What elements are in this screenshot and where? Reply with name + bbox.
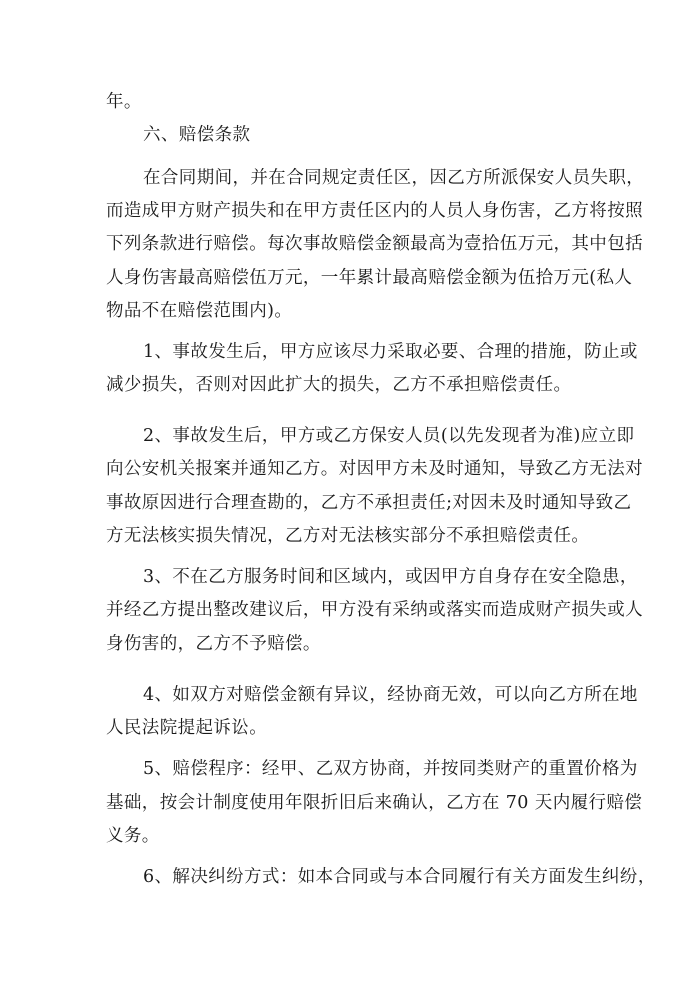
text-line bbox=[0, 711, 700, 745]
line-text: 3、不在乙方服务时间和区域内，或因甲方自身存在安全隐患， bbox=[143, 567, 638, 587]
text-line bbox=[0, 860, 700, 894]
line-text: 6、解决纠纷方式：如本合同或与本合同履行有关方面发生纠纷， bbox=[143, 867, 656, 887]
line-text: 4、如双方对赔偿金额有异议，经协商无效，可以向乙方所在地 bbox=[143, 685, 638, 705]
text-line bbox=[0, 227, 700, 261]
text-line bbox=[0, 593, 700, 627]
text-line bbox=[0, 519, 700, 553]
text-line bbox=[0, 85, 700, 119]
line-text: 六、赔偿条款 bbox=[143, 125, 251, 145]
line-text: 而造成甲方财产损失和在甲方责任区内的人员人身伤害，乙方将按照 bbox=[106, 201, 643, 221]
line-text: 物品不在赔偿范围内)。 bbox=[106, 301, 293, 321]
text-line bbox=[0, 819, 700, 853]
line-text: 人民法院提起诉讼。 bbox=[106, 718, 268, 738]
line-text: 身伤害的，乙方不予赔偿。 bbox=[106, 634, 321, 654]
line-text: 减少损失，否则对因此扩大的损失，乙方不承担赔偿责任。 bbox=[106, 375, 572, 395]
text-line bbox=[0, 194, 700, 228]
text-line bbox=[0, 335, 700, 369]
line-text: 年。 bbox=[106, 92, 142, 112]
line-text: 在合同期间，并在合同规定责任区，因乙方所派保安人员失职， bbox=[143, 168, 645, 188]
text-line bbox=[0, 752, 700, 786]
text-line bbox=[0, 161, 700, 195]
text-line bbox=[0, 627, 700, 661]
text-line bbox=[0, 786, 700, 820]
text-line bbox=[0, 678, 700, 712]
line-text: 方无法核实损失情况，乙方对无法核实部分不承担赔偿责任。 bbox=[106, 526, 590, 546]
line-text: 人身伤害最高赔偿伍万元，一年累计最高赔偿金额为伍拾万元(私人 bbox=[106, 268, 633, 288]
text-line bbox=[0, 452, 700, 486]
text-line bbox=[0, 486, 700, 520]
line-text: 基础，按会计制度使用年限折旧后来确认，乙方在 70 天内履行赔偿 bbox=[106, 793, 643, 813]
section-heading bbox=[0, 118, 700, 152]
line-text: 事故原因进行合理查勘的，乙方不承担责任;对因未及时通知导致乙 bbox=[106, 493, 632, 513]
line-text: 2、事故发生后，甲方或乙方保安人员(以先发现者为准)应立即 bbox=[143, 426, 635, 446]
text-line bbox=[0, 419, 700, 453]
text-line bbox=[0, 294, 700, 328]
text-line bbox=[0, 368, 700, 402]
text-line bbox=[0, 560, 700, 594]
line-text: 5、赔偿程序：经甲、乙双方协商，并按同类财产的重置价格为 bbox=[143, 759, 638, 779]
line-text: 并经乙方提出整改建议后，甲方没有采纳或落实而造成财产损失或人 bbox=[106, 600, 643, 620]
text-line bbox=[0, 261, 700, 295]
line-text: 义务。 bbox=[106, 826, 160, 846]
line-text: 1、事故发生后，甲方应该尽力采取必要、合理的措施，防止或 bbox=[143, 342, 638, 362]
line-text: 下列条款进行赔偿。每次事故赔偿金额最高为壹拾伍万元，其中包括 bbox=[106, 234, 643, 254]
line-text: 向公安机关报案并通知乙方。对因甲方未及时通知，导致乙方无法对 bbox=[106, 459, 643, 479]
